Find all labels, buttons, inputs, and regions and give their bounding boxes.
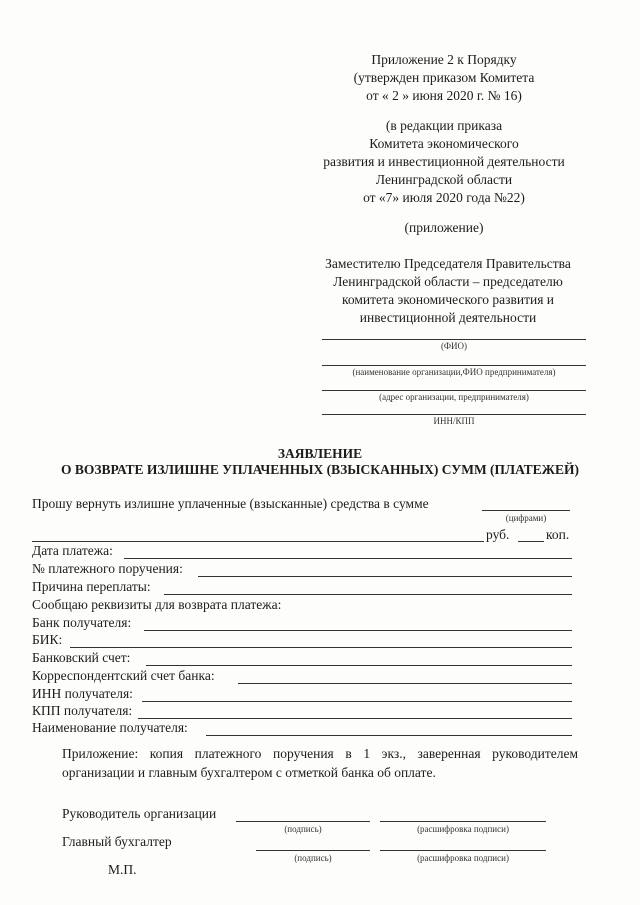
addressee-line-1: Заместителю Председателя Правительства — [325, 256, 571, 271]
amount-digits-blank[interactable] — [482, 510, 570, 511]
appendix-ref-line-3: от « 2 » июня 2020 г. № 16) — [366, 88, 522, 103]
appendix-ref-line-2: (утвержден приказом Комитета — [353, 70, 535, 85]
document-title: ЗАЯВЛЕНИЕ — [277, 446, 363, 461]
inn-blank[interactable] — [142, 701, 572, 702]
revision-line-5: от «7» июля 2020 года №22) — [363, 190, 525, 205]
appendix-note: Приложение: копия платежного поручения в 1 экз., заверенная руководителем организации и главным бухгалтером с отметкой банка об оплате. — [62, 746, 578, 780]
payment-date-blank[interactable] — [124, 558, 572, 559]
digits-caption: (цифрами) — [505, 513, 547, 523]
accountant-decode-blank[interactable] — [380, 850, 546, 851]
revision-line-2: Комитета экономического — [369, 136, 519, 151]
kpp-label: КПП получателя: — [32, 703, 133, 718]
attachment-label: (приложение) — [404, 220, 484, 235]
head-decode-blank[interactable] — [380, 821, 546, 822]
payment-date-label: Дата платежа: — [32, 543, 113, 558]
bank-blank[interactable] — [144, 630, 572, 631]
accountant-signature-blank[interactable] — [256, 850, 370, 851]
document-subtitle: О ВОЗВРАТЕ ИЗЛИШНЕ УПЛАЧЕННЫХ (ВЗЫСКАННЫХ) СУММ (ПЛАТЕЖЕЙ) — [60, 462, 580, 477]
addressee-line-4: инвестиционной деятельности — [359, 310, 537, 325]
head-signature-blank[interactable] — [236, 821, 370, 822]
head-signature-label: Руководитель организации — [62, 806, 217, 821]
accountant-decode-caption: (расшифровка подписи) — [417, 853, 509, 863]
amount-words-blank[interactable] — [32, 541, 484, 542]
kpp-blank[interactable] — [138, 718, 572, 719]
kopeck-blank[interactable] — [518, 541, 544, 542]
account-label: Банковский счет: — [32, 650, 131, 665]
payment-order-blank[interactable] — [198, 576, 572, 577]
organization-caption: (наименование организации,ФИО предпринимателя) — [352, 367, 556, 377]
organization-blank[interactable] — [322, 365, 586, 366]
bik-label: БИК: — [32, 632, 63, 647]
fio-blank[interactable] — [322, 339, 586, 340]
addressee-line-3: комитета экономического развития и — [341, 292, 555, 307]
stamp-placeholder: М.П. — [108, 862, 137, 877]
appendix-ref-line-1: Приложение 2 к Порядку — [371, 52, 517, 67]
revision-line-3: развития и инвестиционной деятельности — [323, 154, 565, 169]
bank-label: Банк получателя: — [32, 615, 132, 630]
recipient-name-label: Наименование получателя: — [32, 720, 188, 735]
corr-account-label: Корреспондентский счет банка: — [32, 668, 215, 683]
inn-kpp-blank[interactable] — [322, 414, 586, 415]
head-sign-caption: (подпись) — [284, 824, 322, 834]
revision-line-4: Ленинградской области — [375, 172, 513, 187]
kop-label: коп. — [546, 527, 570, 542]
revision-line-1: (в редакции приказа — [385, 118, 503, 133]
address-blank[interactable] — [322, 390, 586, 391]
inn-label: ИНН получателя: — [32, 686, 133, 701]
request-text: Прошу вернуть излишне уплаченные (взысканные) средства в сумме — [32, 496, 429, 511]
inn-kpp-caption: ИНН/КПП — [433, 416, 475, 426]
rub-label: руб. — [486, 527, 510, 542]
bik-blank[interactable] — [70, 647, 572, 648]
payment-order-label: № платежного поручения: — [32, 561, 183, 576]
accountant-sign-caption: (подпись) — [294, 853, 332, 863]
overpay-reason-blank[interactable] — [164, 594, 572, 595]
requisites-intro: Сообщаю реквизиты для возврата платежа: — [32, 597, 282, 612]
accountant-signature-label: Главный бухгалтер — [62, 834, 172, 849]
corr-account-blank[interactable] — [238, 683, 572, 684]
fio-caption: (ФИО) — [440, 341, 468, 351]
account-blank[interactable] — [146, 665, 572, 666]
address-caption: (адрес организации, предпринимателя) — [379, 392, 529, 402]
addressee-line-2: Ленинградской области – председателю — [333, 274, 563, 289]
recipient-name-blank[interactable] — [206, 735, 572, 736]
overpay-reason-label: Причина переплаты: — [32, 579, 151, 594]
head-decode-caption: (расшифровка подписи) — [417, 824, 509, 834]
